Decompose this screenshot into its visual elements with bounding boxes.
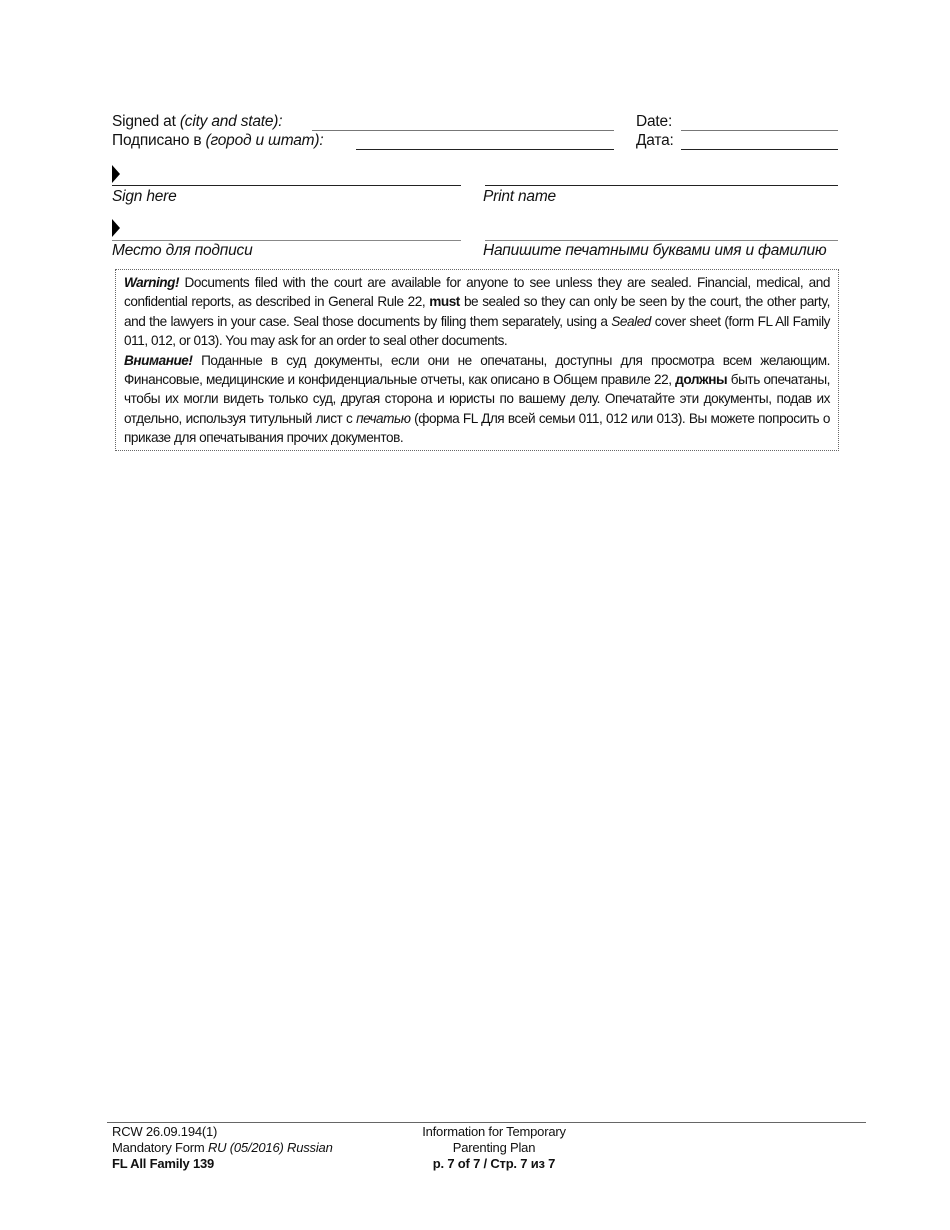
print-name-ru-field[interactable] [485,225,838,241]
date-ru-field[interactable] [681,133,838,150]
sign-here-ru-label: Место для подписи [112,242,253,259]
rcw-reference: RCW 26.09.194(1) [112,1124,218,1139]
form-title-2: Parenting Plan [452,1140,536,1155]
page-number: p. 7 of 7 / Стр. 7 из 7 [432,1156,556,1171]
date-ru-label: Дата: [636,132,674,149]
warning-box [115,269,839,451]
form-id: FL All Family 139 [112,1156,215,1171]
signed-at-label: Signed at (city and state): [112,113,283,130]
form-title: Information for Temporary [422,1124,566,1139]
signature-ru-field[interactable] [112,225,461,241]
print-name-field[interactable] [485,170,838,186]
print-name-label: Print name [483,188,556,205]
footer-left [112,1124,333,1172]
signed-at-field[interactable] [312,114,614,131]
signature-field[interactable] [112,170,461,186]
warning-english: Warning! Documents filed with the court are available for anyone to see unless they are sealed. Financial, medical, and confidential reports, as described in General Rule 22, must be sealed so they can only be seen by the court, the other party, and the lawyers in your case. Seal those documents by filing them separately, using a Sealed cover sheet (form FL All Family 011, 012, or 013). You may ask for an order to seal other documents. [124,275,830,349]
date-field[interactable] [681,114,838,131]
signed-at-ru-field[interactable] [356,133,614,150]
form-version: Mandatory Form RU (05/2016) Russian [112,1140,333,1155]
date-label: Date: [636,113,673,130]
signed-at-ru-label: Подписано в (город и штат): [112,132,324,149]
warning-russian: Внимание! Поданные в суд документы, если они не опечатаны, доступны для просмотра всем желающим. Финансовые, медицинские и конфиденциальные отчеты, как описано в Общем правиле 22, должны быть опечатаны, чтобы их могли видеть только суд, другая сторона и юристы по вашему делу. Опечатайте эти документы, подав их отдельно, используя титульный лист с печатью (форма FL Для всей семьи 011, 012 или 013). Вы можете попросить о приказе для опечатывания прочих документов. [124,352,831,446]
footer-center [394,1124,594,1172]
sign-here-label: Sign here [112,188,177,205]
footer-divider [107,1122,866,1123]
print-name-ru-label: Напишите печатными буквами имя и фамилию [483,242,827,259]
